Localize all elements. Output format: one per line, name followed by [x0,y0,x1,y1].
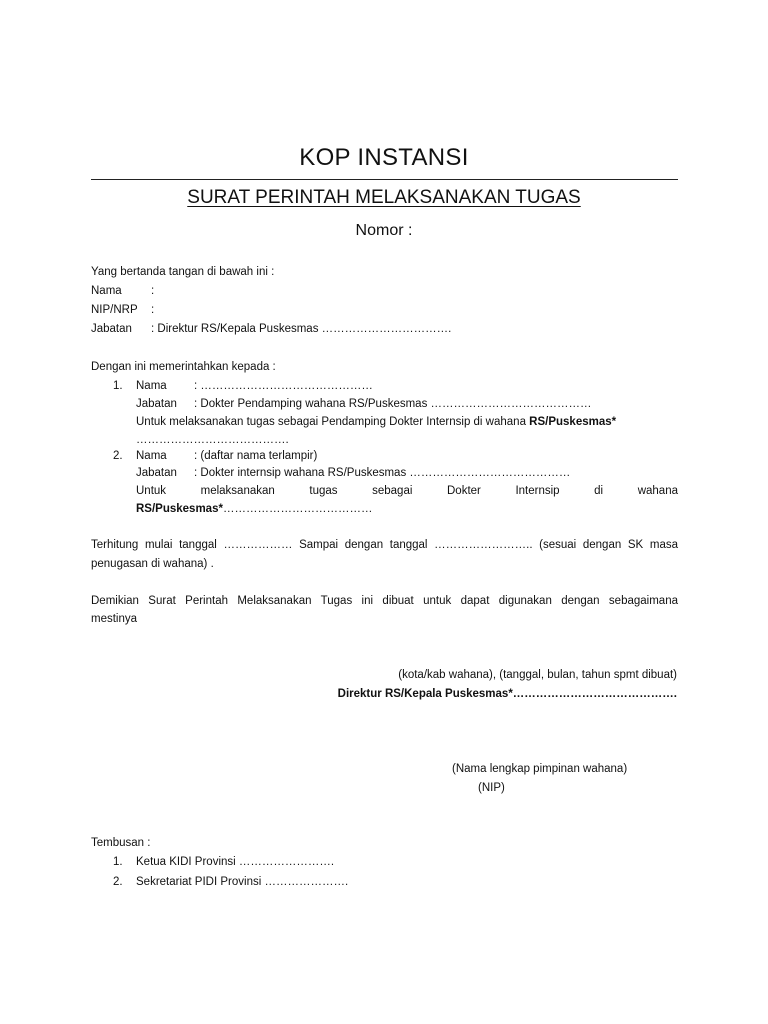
signature-position: Direktur RS/Kepala Puskesmas*……………………………………. [337,688,677,700]
order-item-nama-label: Nama [136,380,167,392]
letterhead-title: KOP INSTANSI [299,144,469,171]
cc-item: Sekretariat PIDI Provinsi …………………. [136,876,349,888]
order-item-number: 1. [113,380,123,392]
document-title: SURAT PERINTAH MELAKSANAKAN TUGAS [187,187,581,208]
order-item-jabatan-value: : Dokter internsip wahana RS/Puskesmas …………………………………… [194,467,571,479]
order-item-task-line [136,413,616,431]
order-item-task-line2 [136,500,372,518]
order-item-task-line2: …………………………………. [136,434,289,446]
cc-item-number: 1. [113,856,123,868]
signature-nip: (NIP) [478,782,505,794]
signer-intro: Yang bertanda tangan di bawah ini : [91,266,275,278]
letterhead-rule [91,179,678,180]
order-intro: Dengan ini memerintahkan kepada : [91,361,276,373]
order-item-nama-label: Nama [136,450,167,462]
order-item-task-bold: RS/Puskesmas* [529,416,617,428]
signer-nama-label: Nama [91,285,122,297]
signer-jabatan-value: : Direktur RS/Kepala Puskesmas ……………………………. [151,323,452,335]
order-item-task-bold: RS/Puskesmas* [136,503,223,515]
closing-line: Demikian Surat Perintah Melaksanakan Tugas ini dibuat untuk dapat digunakan dengan sebagaimana [91,595,678,607]
order-item-jabatan-value: : Dokter Pendamping wahana RS/Puskesmas …………………………………… [194,398,592,410]
order-item-jabatan-label: Jabatan [136,398,177,410]
order-item-nama-value: : (daftar nama terlampir) [194,450,318,462]
signature-place-date: (kota/kab wahana), (tanggal, bulan, tahun spmt dibuat) [398,669,677,681]
cc-item: Ketua KIDI Provinsi ……………………. [136,856,335,868]
order-item-task-dots: ………………………………… [222,503,373,515]
document-number: Nomor : [355,222,413,239]
cc-label: Tembusan : [91,837,151,849]
order-item-jabatan-label: Jabatan [136,467,177,479]
order-item-task-line: Untuk melaksanakan tugas sebagai Dokter Internsip di wahana [136,485,678,497]
signer-jabatan-label: Jabatan [91,323,132,335]
period-line: Terhitung mulai tanggal ……………… Sampai dengan tanggal …………………….. (sesuai dengan SK masa [91,539,678,551]
signer-nama-colon: : [151,285,155,297]
order-item-task-text: Untuk melaksanakan tugas sebagai Pendamping Dokter Internsip di wahana [136,416,526,428]
signer-nip-colon: : [151,304,155,316]
order-item-number: 2. [113,450,123,462]
period-line-2: penugasan di wahana) . [91,558,214,570]
signer-nip-label: NIP/NRP [91,304,138,316]
order-item-nama-value: : ……………………………………… [194,380,373,392]
cc-item-number: 2. [113,876,123,888]
closing-line-2: mestinya [91,613,138,625]
signature-name: (Nama lengkap pimpinan wahana) [452,763,628,775]
